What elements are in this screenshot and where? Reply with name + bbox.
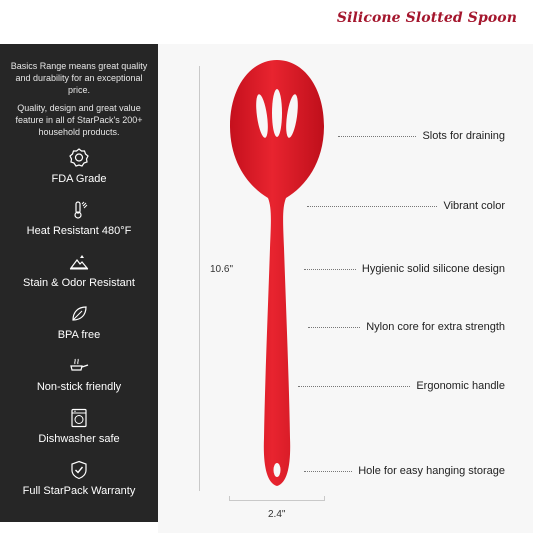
pan-icon — [69, 356, 89, 376]
feature-stain-resistant — [0, 252, 158, 298]
feature-fda-grade — [0, 148, 158, 194]
callout-label: Hygienic solid silicone design — [361, 263, 505, 275]
width-label: 2.4" — [268, 509, 286, 520]
callout-vibrant-color — [307, 199, 505, 213]
callout-hanging-hole — [304, 464, 505, 478]
feature-warranty — [0, 460, 158, 506]
intro-text — [0, 44, 158, 138]
callout-hygienic — [304, 262, 505, 276]
callout-label: Vibrant color — [443, 200, 505, 212]
badge-icon — [69, 148, 89, 168]
callout-nylon-core — [308, 320, 505, 334]
intro-paragraph-1: Basics Range means great quality and durability for an exceptional price. — [10, 61, 148, 95]
feature-label: Heat Resistant 480°F — [26, 225, 132, 237]
callout-label: Slots for draining — [422, 130, 505, 142]
leaf-icon — [69, 304, 89, 324]
product-title: Silicone Slotted Spoon — [336, 10, 517, 26]
thermometer-icon — [69, 200, 89, 220]
feature-label: Dishwasher safe — [38, 433, 120, 445]
length-label: 10.6" — [210, 264, 234, 275]
width-dimension-line — [229, 500, 325, 501]
feature-label: FDA Grade — [51, 173, 107, 185]
feature-label: BPA free — [57, 329, 101, 341]
callout-ergonomic-handle — [298, 379, 505, 393]
stain-icon — [69, 252, 89, 272]
callout-label: Nylon core for extra strength — [366, 321, 505, 333]
feature-label: Non-stick friendly — [36, 381, 122, 393]
callout-label: Hole for easy hanging storage — [358, 465, 505, 477]
callout-label: Ergonomic handle — [416, 380, 505, 392]
feature-sidebar — [0, 44, 158, 522]
length-dimension-line — [199, 66, 200, 491]
shield-check-icon — [69, 460, 89, 480]
feature-dishwasher-safe — [0, 408, 158, 454]
feature-label: Stain & Odor Resistant — [23, 277, 135, 289]
slotted-spoon-image — [222, 58, 332, 498]
intro-paragraph-2: Quality, design and great value feature in all of StarPack's 200+ household products. — [15, 103, 143, 137]
dishwasher-icon — [69, 408, 89, 428]
feature-heat-resistant — [0, 200, 158, 246]
product-background — [158, 44, 533, 533]
feature-label: Full StarPack Warranty — [22, 485, 136, 497]
feature-bpa-free — [0, 304, 158, 350]
feature-non-stick — [0, 356, 158, 402]
callout-slots — [338, 129, 505, 143]
